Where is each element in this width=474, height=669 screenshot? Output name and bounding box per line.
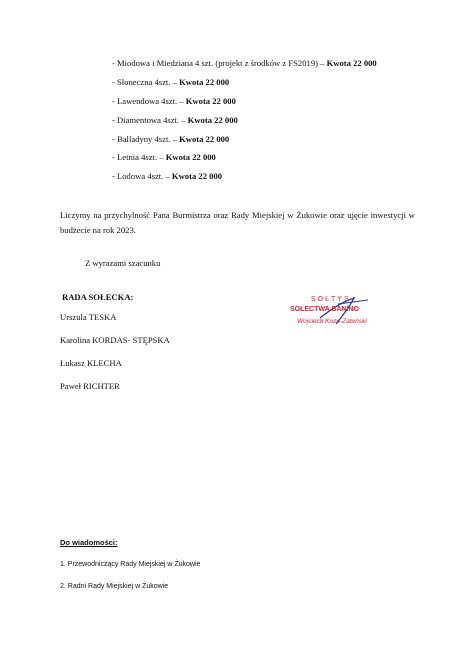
amount-label: Kwota 22 000	[179, 76, 230, 87]
list-item: - Balladyny 4szt. – Kwota 22 000	[112, 133, 230, 144]
list-item: - Lawendowa 4szt. – Kwota 22 000	[112, 95, 236, 106]
request-paragraph: Liczymy na przychylność Pana Burmistrza oraz Rady Miejskiej w Żukowie oraz ujęcie inwestycji w budżecie na rok 2023.	[60, 210, 415, 235]
stamp-name: Wojciech Kozo-Zatoński	[297, 318, 367, 325]
list-item: - Słoneczna 4szt. – Kwota 22 000	[112, 76, 230, 87]
list-item: - Diamentowa 4szt. – Kwota 22 000	[112, 114, 238, 125]
official-stamp	[280, 296, 390, 336]
stamp-subtitle: SOŁECTWA BANINO	[290, 306, 359, 313]
stamp-title: SOŁTYS	[311, 296, 351, 303]
list-item: - Lodowa 4szt. – Kwota 22 000	[112, 171, 223, 182]
closing-regards: Z wyrazami szacunku	[85, 258, 161, 268]
amount-label: Kwota 22 000	[171, 171, 223, 182]
list-item: - Miodowa i Miedziana 4 szt. (projekt z środków z FS2019) – Kwota 22 000	[112, 58, 377, 68]
notice-item: 2. Radni Rady Miejskiej w Żukowie	[60, 583, 169, 590]
list-item: - Letnia 4szt. – Kwota 22 000	[112, 152, 216, 163]
amount-label: Kwota 22 000	[185, 95, 236, 106]
amount-label: Kwota 22 000	[326, 58, 377, 68]
amount-label: Kwota 22 000	[179, 133, 230, 144]
council-member: Paweł RICHTER	[60, 381, 120, 391]
council-member: Łukasz KLECHA	[60, 358, 122, 368]
amount-label: Kwota 22 000	[187, 114, 238, 125]
amount-label: Kwota 22 000	[165, 152, 216, 163]
council-title: RADA SOŁECKA:	[62, 292, 134, 302]
notice-item: 1. Przewodniczący Rady Miejskiej w Żukowie	[60, 561, 201, 568]
investment-list	[112, 57, 377, 189]
notice-title: Do wiadomości:	[60, 538, 118, 547]
council-member: Urszula TESKA	[60, 312, 117, 322]
council-member: Karolina KORDAS- STĘPSKA	[60, 335, 170, 345]
